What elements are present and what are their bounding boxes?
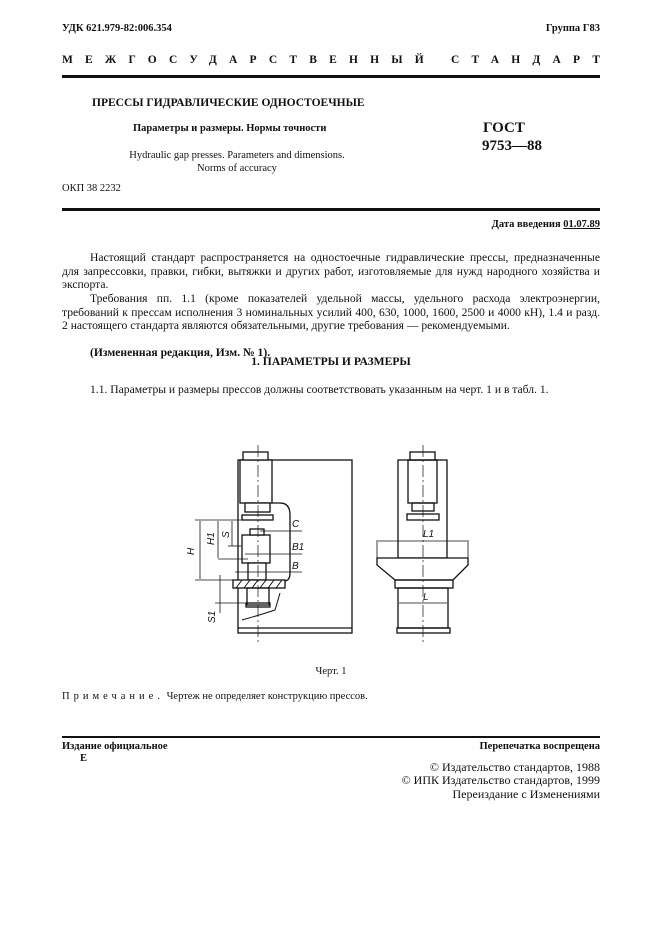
- document-title: ПРЕССЫ ГИДРАВЛИЧЕСКИЕ ОДНОСТОЕЧНЫЕ: [92, 97, 365, 109]
- label-l1: L1: [423, 529, 435, 540]
- label-h1: H1: [206, 532, 217, 545]
- intro-date-value: 01.07.89: [563, 219, 600, 230]
- label-s1: S1: [207, 610, 218, 623]
- label-b1: B1: [292, 542, 305, 553]
- label-c: C: [292, 519, 300, 530]
- gost-label: ГОСТ: [483, 120, 525, 136]
- label-l: L: [423, 592, 429, 603]
- gost-block: [482, 119, 542, 155]
- clause-1-1: 1.1. Параметры и размеры прессов должны соответствовать указанным на черт. 1 и в табл. 1.: [90, 383, 549, 396]
- banner-title: МЕЖГОСУДАРСТВЕННЫЙ СТАНДАРТ: [62, 54, 613, 66]
- paragraph-requirements: [62, 292, 600, 333]
- english-title: [92, 149, 382, 175]
- note: [62, 691, 368, 702]
- figure-caption: Черт. 1: [315, 666, 347, 677]
- label-h: H: [186, 547, 197, 555]
- footer-rule: [62, 736, 600, 738]
- okp-code: ОКП 38 2232: [62, 183, 121, 194]
- header-rule: [62, 75, 600, 78]
- label-b: B: [292, 561, 299, 572]
- paragraph-scope-text: Настоящий стандарт распространяется на одностоечные гидравлические прессы, предназначенные для запрессовки, правки, гибки, вытяжки и других работ, изготовляемые для нужд народного хозяйства и экспорта.: [62, 251, 600, 292]
- gost-number: 9753—88: [482, 138, 542, 154]
- reissue-note: Переиздание с Изменениями: [452, 786, 600, 801]
- udk-code: УДК 621.979-82:006.354: [62, 23, 172, 34]
- paragraph-requirements-text: Требования пп. 1.1 (кроме показателей удельной массы, удельного расхода электроэнергии, требований к прессам исполнения 3 номинальных усилий 400, 630, 1000, 1600, 2500 и 4000 кН), 1.4 и разд. 2 настоящего стандарта являются обязательными, другие требования — рекомендуемыми.: [62, 292, 600, 333]
- front-view: [377, 445, 468, 645]
- official-edition: Издание официальное: [62, 741, 168, 752]
- reprint-notice: Перепечатка воспрещена: [479, 741, 600, 752]
- note-text: Чертеж не определяет конструкцию прессов.: [166, 691, 368, 702]
- title-rule: [62, 208, 600, 211]
- copyright-1988: © Издательство стандартов, 1988: [429, 760, 600, 774]
- group-code: Группа Г83: [545, 23, 600, 34]
- label-s: S: [221, 531, 232, 538]
- paragraph-scope: [62, 251, 600, 292]
- section-heading: 1. ПАРАМЕТРЫ И РАЗМЕРЫ: [251, 355, 411, 368]
- copyright-1999: © ИПК Издательство стандартов, 1999: [401, 773, 600, 788]
- edition-letter: Е: [80, 753, 88, 764]
- press-drawing: [180, 445, 480, 665]
- document-subtitle: Параметры и размеры. Нормы точности: [133, 123, 327, 134]
- copyright-block: [402, 761, 600, 801]
- side-view: [186, 445, 352, 645]
- intro-date-label: Дата введения: [491, 219, 561, 230]
- note-label: Примечание.: [62, 691, 164, 702]
- english-title-line1: Hydraulic gap presses. Parameters and dimensions.: [129, 150, 345, 161]
- english-title-line2: Norms of accuracy: [197, 163, 277, 174]
- intro-date: [492, 219, 600, 230]
- amendment-note: (Измененная редакция, Изм. № 1).: [90, 346, 271, 359]
